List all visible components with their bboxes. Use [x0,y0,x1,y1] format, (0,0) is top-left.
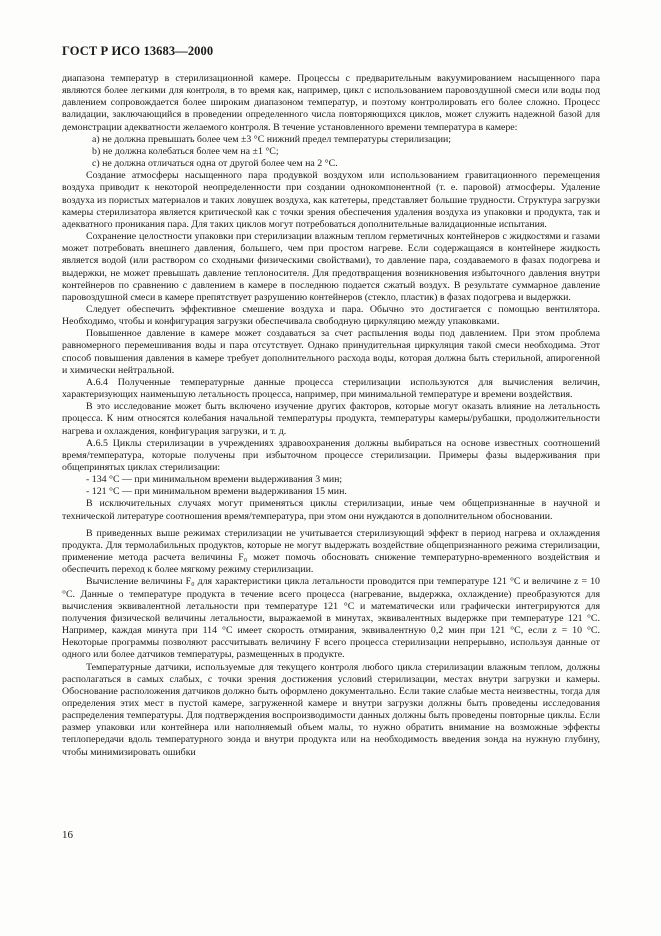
paragraph: А.6.5 Циклы стерилизации в учреждениях здравоохранения должны выбираться на основе известных соотношений время/температура, которые получены при избыточном процессе стерилизации. Примеры фазы выдерживания при общепринятых циклах стерилизации: [62,437,600,473]
paragraph: c) не должна отличаться одна от другой более чем на 2 °С. [92,158,338,170]
paragraph: - 134 °С — при минимальном времени выдерживания 3 мин; [86,474,343,486]
document-body [62,73,600,759]
paragraph: Сохранение целостности упаковки при стерилизации влажным теплом герметичных контейнеров с жидкостями и газами может потребовать внешнего давления, большего, чем при простом нагреве. Если содержащаяся в контейнере жидкость является водой (или раствором со сходными физическими свойствами), то давление пара, создаваемого в фазах подогрева и выдержки, не может превышать давление теплоносителя. Для предотвращения возникновения избыточного давления внутри контейнеров по сравнению с давлением в камере в последнюю подается сжатый воздух. В результате суммарное давление паровоздушной смеси в камере препятствует разрушению контейнеров (стекло, пластик) в фазах подогрева и выдержки. [62,231,600,303]
paragraph: Повышенное давление в камере может создаваться за счет распыления воды под давлением. При этом проблема равномерного перемешивания воды и пара отсутствует. Однако принудительная циркуляция такой смеси необходима. Этот способ повышения давления в камере требует дополнительного расхода воды, которая должна быть стерильной, апирогенной и химически нейтральной. [62,328,600,376]
paragraph: А.6.4 Полученные температурные данные процесса стерилизации используются для вычисления величин, характеризующих наименьшую летальность процесса, например, при минимальной температуре и времени воздействия. [62,376,600,401]
paragraph: a) не должна превышать более чем ±3 °С нижний предел температуры стерилизации; [92,133,452,145]
paragraph: В это исследование может быть включено изучение других факторов, которые могут оказать влияние на летальность процесса. К ним относятся колебания начальной температуры продукта, температуры камеры/рубашки, продолжительности нагрева и охлаждения, конфигурация загрузки, и т. д. [62,401,600,437]
page-number: 16 [62,829,73,841]
paragraph: Температурные датчики, используемые для текущего контроля любого цикла стерилизации влажным теплом, должны располагаться в самых слабых, с точки зрения достижения условий стерилизации, местах внутри загрузки и камеры. Обоснование расположения датчиков должно быть оформлено документально. Если такие слабые места неизвестны, тогда для определения этих мест в пустой камере, загруженной камере и внутри загрузки должны быть проведены исследования распределения температуры. Для подтверждения воспроизводимости данных должны быть проведены повторные циклы. Если размер упаковки или контейнера или наполняемый объем малы, то нужно обратить внимание на возможные эффекты теплопередачи вдоль температурного зонда и внутри продукта или на необходимость введения зонда на нужную глубину, чтобы минимизировать ошибки [62,661,600,758]
paragraph: Создание атмосферы насыщенного пара продувкой воздухом или использованием гравитационного перемещения воздуха приводит к некоторой неопределенности при создании однокомпонентной (т. е. паровой) атмосферы. Удаление воздуха из пористых материалов и таких ловушек воздуха, как катетеры, представляет большие трудности. Структура загрузки камеры стерилизатора является критической как с точки зрения обеспечения удаления воздуха из упаковки и продукта, так и адекватного проникания пара. Для таких циклов могут потребоваться дополнительные валидационные испытания. [62,170,600,230]
paragraph: b) не должна колебаться более чем на ±1 °С; [92,145,279,157]
paragraph: Вычисление величины F₀ для характеристики цикла летальности проводится при температуре 121 °С и величине z = 10 °С. Данные о температуре продукта в течение всего процесса (нагревание, выдержка, охлаждение) преобразуются для вычисления эквивалентной летальности при температуре 121 °С и математически или графически интегрируются для получения физической величины летальности, выражаемой в минутах, эквивалентных выдержке при температуре 121 °С. Например, каждая минута при 114 °С имеет скорость отмирания, эквивалентную 0,2 мин при 121 °С, если z = 10 °С. Некоторые программы позволяют рассчитывать величину F всего процесса стерилизации непрерывно, используя данные от одного или более датчиков температуры, размещенных в продукте. [62,576,600,661]
document-header: ГОСТ Р ИСО 13683—2000 [62,44,214,58]
paragraph: В исключительных случаях могут применяться циклы стерилизации, иные чем общепризнанные в научной и технической литературе соотношения время/температура, при этом они нуждаются в дополнительном обосновании. [62,498,600,522]
paragraph: В приведенных выше режимах стерилизации не учитывается стерилизующий эффект в период нагрева и охлаждения продукта. Для термолабильных продуктов, которые не могут выдержать воздействие общепризнанного режима стерилизации, применение метода расчета величины F₀ может помочь обосновать снижение температурно-временного воздействия и обеспечить переход к более мягкому режиму стерилизации. [62,527,600,576]
paragraph: - 121 °С — при минимальном времени выдерживания 15 мин. [86,486,347,498]
paragraph: диапазона температур в стерилизационной камере. Процессы с предварительным вакуумированием насыщенного пара являются более легкими для контроля, в то время как, например, цикл с использованием паровоздушной смеси или воды под давлением сопровождается более широким диапазоном температур, и поэтому контролировать его более сложно. Процесс валидации, заключающийся в проведении определенного числа повторяющихся циклов, может служить надежной базой для демонстрации адекватности желаемого контроля. В течение установленного времени температура в камере: [62,73,600,133]
paragraph: Следует обеспечить эффективное смешение воздуха и пара. Обычно это достигается с помощью вентилятора. Необходимо, чтобы и конфигурация загрузки обеспечивала свободную циркуляцию между упаковками. [62,303,600,328]
